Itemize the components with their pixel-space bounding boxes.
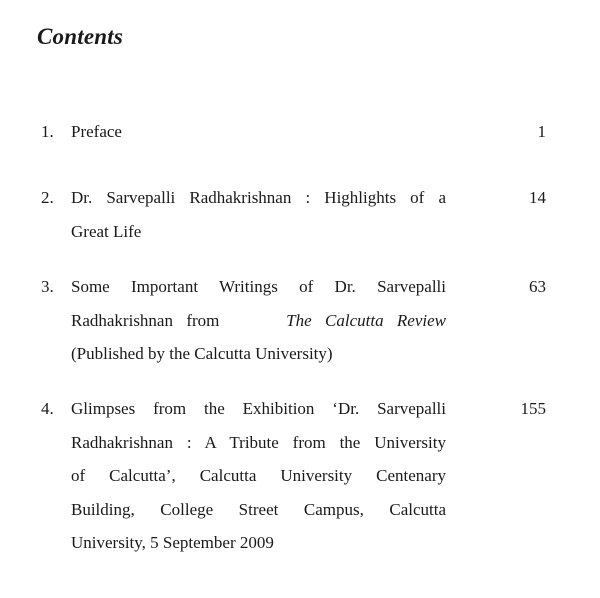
entry-number: 3. — [41, 277, 54, 296]
entry-title — [71, 115, 446, 149]
entry-page-number: 63 — [529, 277, 546, 296]
entry-number: 4. — [41, 399, 54, 418]
entry-title-line: of Calcutta’, Calcutta University Centenary — [71, 466, 446, 485]
entry-title — [71, 270, 446, 371]
entry-number: 2. — [41, 188, 54, 207]
entry-title-line: Building, College Street Campus, Calcutta — [71, 499, 446, 519]
contents-heading: Contents — [37, 24, 123, 49]
entry-number: 1. — [41, 122, 54, 141]
entry-title-line: University, 5 September 2009 — [71, 533, 274, 552]
journal-title: The Calcutta Review — [286, 310, 446, 330]
entry-title-line: Glimpses from the Exhibition ‘Dr. Sarvepalli — [71, 399, 446, 418]
entry-page-number: 1 — [537, 122, 546, 141]
entry-title-line: Some Important Writings of Dr. Sarvepalli — [71, 277, 446, 296]
entry-title-line: Great Life — [71, 221, 142, 241]
entry-page-number: 155 — [520, 399, 546, 418]
entry-title — [71, 181, 446, 248]
entry-title-line — [71, 304, 446, 338]
entry-title-line: (Published by the Calcutta University) — [71, 344, 333, 363]
entry-title-line: Radhakrishnan : A Tribute from the University — [71, 432, 446, 452]
entry-page-number: 14 — [529, 188, 546, 207]
entry-title-line: Preface — [71, 122, 122, 141]
entry-title-text: Radhakrishnan from — [71, 310, 220, 330]
entry-title-line: Dr. Sarvepalli Radhakrishnan : Highlights of a — [71, 188, 446, 207]
entry-title — [71, 392, 446, 560]
